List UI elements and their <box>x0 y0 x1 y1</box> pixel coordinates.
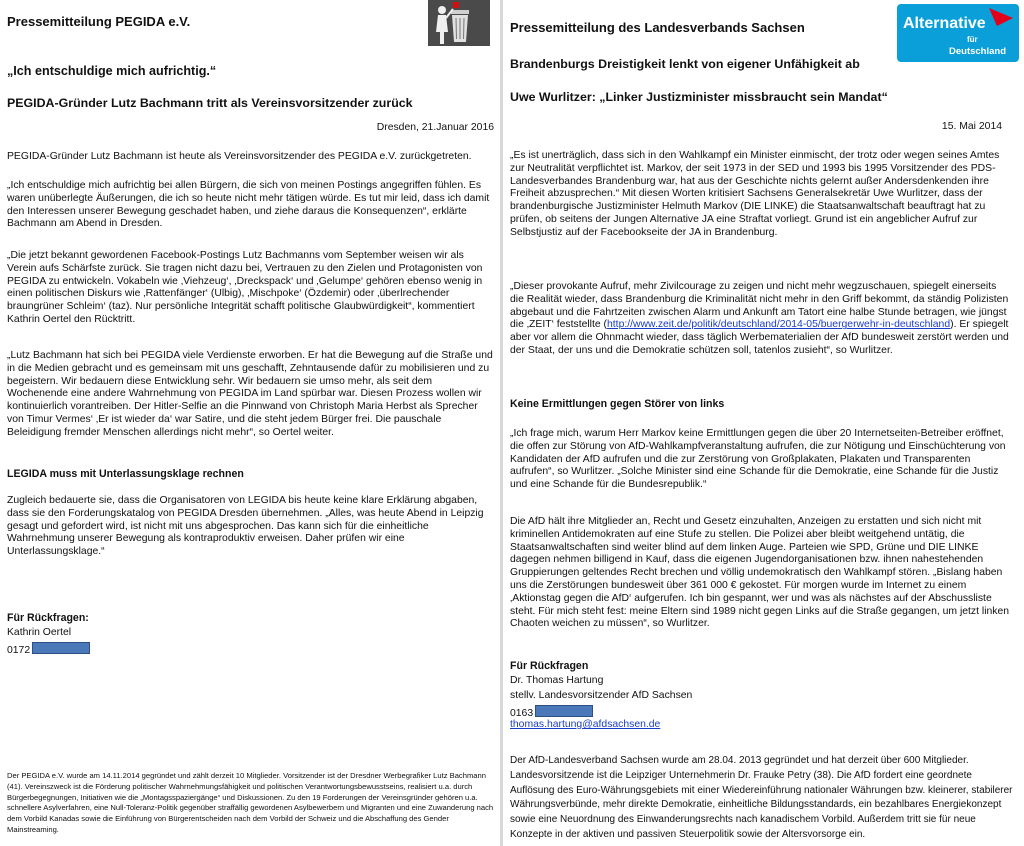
pegida-date: Dresden, 21.Januar 2016 <box>376 122 494 133</box>
afd-footer: Der AfD-Landesverband Sachsen wurde am 28.04. 2013 gegründet und hat derzeit über 600 Mitglieder. Landesvorsitzende ist die Leipziger Unternehmerin Dr. Frauke Petry (38). Die AfD fordert eine geordnete Auflösung des Euro-Währungsgebiets mit einer Wiedereinführung nationaler Währungen bzw. kleinerer, stabilerer Währungsverbünde, mehr direkte Demokratie, einheitliche Bildungsstandards, ein bezahlbares Energiekonzept sowie eine Neuordnung des Einwanderungsrechts nach kanadischem Vorbild. Außerdem tritt sie für neue Konzepte in der aktiven und passiven Steuerpolitik sowie der Altersvorsorge ein. <box>510 755 1013 840</box>
afd-paragraph-3: „Ich frage mich, warum Herr Markov keine Ermittlungen gegen die über 20 Internetseiten-Betreiber eröffnet, die offen zur Störung von AfD-Wahlkampfveranstaltung aufrufen, die zur Nötigung und Einschüchterung von Kandidaten der AfD aufrufen und die zur Zerstörung von Großplakaten, Plakaten und Transparenten aufrufen“, so Wurlitzer. „Solche Minister sind eine Schande für die Demokratie, eine Schande für die Justiz und eine Schande für die Bundesrepublik.“ <box>510 428 1006 491</box>
afd-contact-role: stellv. Landesvorsitzender AfD Sachsen <box>510 690 693 701</box>
legida-paragraph: Zugleich bedauerte sie, dass die Organisatoren von LEGIDA bis heute keine klare Erklärung abgaben, dass sie den Forderungskatalog von PEGIDA Dresden übernehmen. „Alles, was heute Abend in Leipzig gesagt und gefordert wird, ist nicht mit uns abgesprochen. Das kann sich für die einheitliche Wahrnehmung unserer Bewegung als kontraproduktiv erweisen. Daher prüfen wir eine Unterlassungsklage.“ <box>7 495 484 558</box>
afd-logo-line2: für <box>967 35 978 44</box>
pegida-subheadline: PEGIDA-Gründer Lutz Bachmann tritt als Vereinsvorsitzender zurück <box>7 96 413 110</box>
afd-contact-email-link[interactable]: thomas.hartung@afdsachsen.de <box>510 719 661 730</box>
afd-logo-icon <box>897 4 1019 62</box>
quote-headline: „Ich entschuldige mich aufrichtig.“ <box>7 64 217 78</box>
afd-press-release <box>503 0 1024 846</box>
afd-contact-heading: Für Rückfragen <box>510 660 589 672</box>
pegida-paragraph-1: PEGIDA-Gründer Lutz Bachmann ist heute als Vereinsvorsitzender des PEGIDA e.V. zurückgetreten. <box>7 151 472 162</box>
pegida-contact-name: Kathrin Oertel <box>7 627 72 638</box>
pegida-contact-phone <box>7 642 90 658</box>
afd-paragraph-2-start: „Dieser provokante Aufruf, mehr Zivilcourage zu zeigen und nicht mehr wegzuschauen, spiegelt einerseits die Realität wieder, dass Brandenburg die Kriminalität nicht mehr in den Griff bekommt, da ständig Polizisten abgebaut und die Fahrtzeiten zwischen Alarm und Ankunft am Tatort eine halbe Stunde betragen, wie jüngst die ‚ZEIT‘ feststellte ( <box>510 281 1009 331</box>
redacted-phone-block <box>535 705 593 717</box>
pegida-logo-icon <box>428 0 490 46</box>
legida-heading: LEGIDA muss mit Unterlassungsklage rechnen <box>7 468 244 480</box>
afd-paragraph-2 <box>510 281 1013 358</box>
afd-paragraph-1: „Es ist unerträglich, dass sich in den Wahlkampf ein Minister einmischt, der trotz oder wegen seines Amtes zur Neutralität verpflichtet ist. Markov, der seit 1973 in der SED und 1993 bis 1995 Vorsitzender des PDS-Landesverbandes Brandenburg war, hat aus der Geschichte nichts gelernt außer Andersdenkenden ihre Freiheit abzusprechen.“ Mit diesen Worten kritisiert Sachsens Generalsekretär Uwe Wurlitzer, dass der brandenburgische Justizminister Helmuth Markov (DIE LINKE) die Staatsanwaltschaft beauftragt hat zu prüfen, ob seitens der Jungen Alternative JA eine Straftat vorliegt. Grund ist ein angeblicher Aufruf zur Selbstjustiz auf der Facebookseite der JA in Brandenburg. <box>510 150 1000 238</box>
pegida-footer: Der PEGIDA e.V. wurde am 14.11.2014 gegründet und zählt derzeit 10 Mitglieder. Vorsitzender ist der Dresdner Werbegrafiker Lutz Bachmann (41). Vereinszweck ist die Förderung politischer Wahrnehmungsfähigkeit und politischen Verantwortungsbewusstseins, realisiert u.a. durch Bürgerbegegnungen, Initiativen wie die „Montagsspaziergänge“ und Diskussionen. Zu den 19 Forderungen der Vereinsgründer gehören u.a. schnellere Asylverfahren, eine Null-Toleranz-Politik gegenüber straffällig gewordenen Asylbewerbern und Migranten und eine Zuwanderung nach dem Vorbild Kanadas sowie die Einführung von Bürgerentscheiden nach dem Vorbild der Schweiz und die Abschaffung des Gender Mainstreaming. <box>7 771 494 834</box>
afd-paragraph-2-end: ). Er spiegelt aber vor allem die Ohnmacht wieder, dass täglich Werbematerialien der AfD bundesweit zerstört werden und der Staat, der uns und die Demokratie schützen soll, tatenlos zusieht“, so Wurlitzer. <box>510 319 1009 356</box>
pegida-paragraph-3: „Die jetzt bekannt gewordenen Facebook-Postings Lutz Bachmanns vom September weisen wir als Verein aufs Schärfste zurück. Sie tragen nicht dazu bei, Vertrauen zu den Zielen und Protagonisten von PEGIDA zu entwickeln. Vokabeln wie ‚Viehzeug‘, ‚Dreckspack‘ und ‚Gelumpe‘ gehören ebenso wenig in einen politischen Diskurs wie ‚Rattenfänger‘ (Ulbig), ‚Mischpoke‘ (Özdemir) oder ‚überlrechender braungrüner Schleim‘ (taz). Nur persönliche Integrität schafft politische Glaubwürdigkeit“, kommentiert Kathrin Oertel den Rücktritt. <box>7 250 483 325</box>
afd-subheadline-2: Uwe Wurlitzer: „Linker Justizminister missbraucht sein Mandat“ <box>510 90 888 104</box>
pegida-press-release <box>0 0 500 846</box>
pegida-phone-prefix: 0172 <box>7 645 31 656</box>
pegida-header: Pressemitteilung PEGIDA e.V. <box>7 14 191 29</box>
afd-header: Pressemitteilung des Landesverbands Sachsen <box>510 20 805 35</box>
afd-logo-line1: Alternative <box>903 15 986 32</box>
afd-paragraph-4: Die AfD hält ihre Mitglieder an, Recht und Gesetz einzuhalten, Anzeigen zu erstatten und sich nicht mit kriminellen Antidemokraten auf eine Stufe zu stellen. Die Polizei aber bleibt weitgehend untätig, die Staatsanwaltschaften sind weiter blind auf dem linken Auge. Parteien wie SPD, Grüne und DIE LINKE dagegen nehmen billigend in Kauf, dass die eigenen Jugendorganisationen bzw. ihnen nahestehenden Gruppierungen geltendes Recht brechen und völlig undemokratisch den Wahlkampf stören. „Bislang haben uns die Zerstörungen bundesweit über 361 000 € gekostet. Für morgen wurde im Internet zu einem ‚Aktionstag gegen die AfD‘ aufgerufen. Ich bin gespannt, wer und was als nächstes auf der Abschussliste steht. Für mich steht fest: meine Eltern sind 1989 nicht gegen Links auf die Straße gegangen, um jetzt linken Chaoten weichen zu müssen“, so Wurlitzer. <box>510 516 1010 630</box>
afd-date: 15. Mai 2014 <box>941 121 1002 132</box>
afd-logo-line3: Deutschland <box>949 46 1007 57</box>
afd-section-heading: Keine Ermittlungen gegen Störer von links <box>510 398 725 410</box>
pegida-contact-heading: Für Rückfragen: <box>7 612 89 624</box>
pegida-paragraph-2: „Ich entschuldige mich aufrichtig bei allen Bürgern, die sich von meinen Postings angegriffen fühlen. Es waren unüberlegte Äußerungen, die ich so heute nicht mehr tätigen würde. Es tut mir leid, dass ich damit den Interessen unserer Bewegung geschadet haben, und ziehe daraus die Konsequenzen“, erklärte Bachmann am Abend in Dresden. <box>7 180 490 230</box>
afd-contact-name: Dr. Thomas Hartung <box>510 675 604 686</box>
pegida-paragraph-4: „Lutz Bachmann hat sich bei PEGIDA viele Verdienste erworben. Er hat die Bewegung auf die Straße und in die Medien gebracht und es gemeinsam mit uns geschafft, Zehntausende dafür zu mobilisieren und zu begeistern. Wir bedauern diese Entwicklung sehr. Wir bedauern sie umso mehr, als seit dem Wochenende eine andere Wahrnehmung von PEGIDA im Land spürbar war. Diesen Prozess wollen wir kontinuierlich vorantreiben. Der Hitler-Selfie an die Pinnwand von Christoph Maria Herbst als Sprecher von Timur Vermes‘ ‚Er ist wieder da‘ war Satire, und die steht jedem Bürger frei. Die pauschale Beleidigung fremder Menschen allerdings nicht mehr“, so Oertel weiter. <box>7 350 493 438</box>
afd-phone-prefix: 0163 <box>510 708 534 719</box>
afd-subheadline-1: Brandenburgs Dreistigkeit lenkt von eigener Unfähigkeit ab <box>510 57 860 71</box>
redacted-phone-block <box>32 642 90 654</box>
zeit-article-link[interactable]: http://www.zeit.de/politik/deutschland/2014-05/buergerwehr-in-deutschland <box>607 319 951 331</box>
